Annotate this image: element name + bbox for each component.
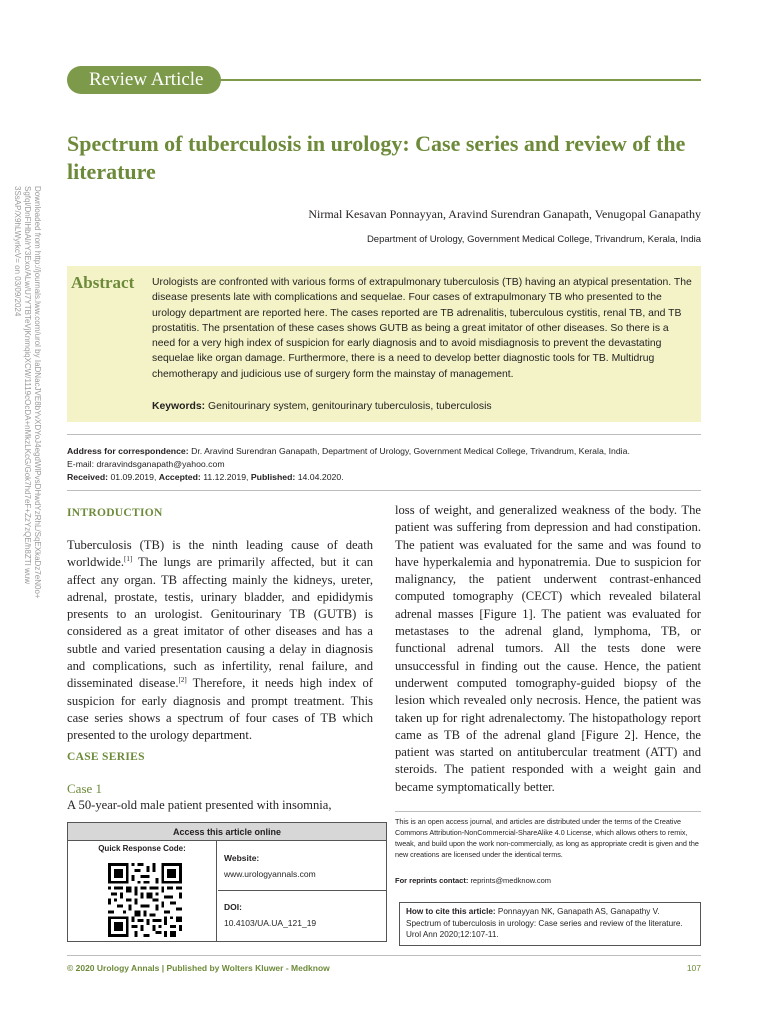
footer-rule [67,955,701,956]
website-link[interactable]: www.urologyannals.com [224,869,316,879]
reprints-email-link[interactable]: reprints@medknow.com [470,876,551,885]
citation-1[interactable]: [1] [124,555,133,564]
footer-copyright: © 2020 Urology Annals | Published by Wolters Kluwer - Medknow [67,963,330,973]
accepted-date: 11.12.2019, [203,472,249,482]
article-type-label: Review Article [89,69,204,90]
website-label: Website: [224,853,260,863]
intro-text-1: Tuberculosis (TB) is the ninth leading cause of death worldwide. [67,538,373,570]
published-date: 14.04.2020. [297,472,344,482]
download-note [12,186,42,616]
cite-text: Ponnayyan NK, Ganapath AS, Ganapathy V. Spectrum of tuberculosis in urology: Case series and review of the literature. Urol Ann 2020;12:107-11. [406,907,683,940]
email-label: E-mail: [67,459,95,469]
reprints-label: For reprints contact: [395,876,469,885]
qr-code-icon[interactable] [108,863,182,937]
introduction-heading: INTRODUCTION [67,507,163,519]
intro-text-2: The lungs are primarily affected, but it can affect any organ. TB affecting mainly the kidneys, ureter, adrenal, prostate, testis, urinary bladder, and epididymis presents to an urologist. Genitourinary TB (GUTB) is considered as a great imitator of other diseases and has a subtle and varied presentation causing a delay in diagnosis and complications, such as infertility, renal failure, and disseminated disease. [67,555,373,691]
case-1-text-start: A 50-year-old male patient presented with insomnia, [67,798,332,812]
article-type-badge [67,66,221,94]
abstract-box [67,266,701,422]
divider [67,434,701,435]
case-series-heading: CASE SERIES [67,751,145,763]
affiliation: Department of Urology, Government Medical College, Trivandrum, Kerala, India [366,234,701,245]
received-date: 01.09.2019, [110,472,157,482]
divider [395,811,701,812]
download-note-line-1: Downloaded from http://journals.lww.com/urol by IaDNacJVE8bYvXDYoJ4egdWlPvsDHwdYzRhL/SqEXkaDz7eN0o+ [33,186,42,599]
how-to-cite-box [399,902,701,946]
header-rule [210,79,701,81]
website-cell [218,841,386,891]
qr-label: Quick Response Code: [98,844,186,853]
abstract-heading: Abstract [71,273,135,292]
divider [67,490,701,491]
doi-link[interactable]: 10.4103/UA.UA_121_19 [224,918,317,928]
author-list: Nirmal Kesavan Ponnayyan, Aravind Surendran Ganapath, Venugopal Ganapathy [308,207,701,221]
keywords-label: Keywords: [152,401,206,412]
abstract-text: Urologists are confronted with various forms of extrapulmonary tuberculosis (TB) having an atypical presentation. The disease presents late with complications and sequelae. Four cases of extrapulmonary TB who presented to the urology department are reported here. The cases reported are TB adrenalitis, tuberculous cystitis, renal TB, and TB prostatitis. The prsentation of these cases shows GUTB as being a great imitator of other diseases. So there is a need for a very high index of suspicion for early diagnosis and to avoid misdiagnosis to prevent the devastating sequelae like organ damage. Furthermore, there is a need to develop better diagnostic tools for TB. Multidrug chemotherapy and judicious use of surgery form the mainstay of management. [152,277,692,380]
keywords [152,401,692,412]
received-label: Received: [67,472,109,482]
case-1-heading: Case 1 [67,781,103,796]
case-1-paragraph: loss of weight, and generalized weakness of the body. The patient was suffering from depression and had constipation. The patient was evaluated for the same and was found to have hyperkalemia and hyponatremia. Due to suspicion for malignancy, the patient underwent contrast-enhanced computed tomography (CECT) which revealed bilateral adrenal masses [Figure 1]. The patient was evaluated for metastases to the adrenal gland, lymphoma, TB, or functional adrenal tumors. All the tests done were unsuccessful in finding out the cause. Hence, the patient underwent computed tomography-guided biopsy of the lesion which revealed only necrosis. Hence, the patient was taken up for right adrenalectomy. The histopathology report came as TB of the adrenal gland [Figure 2]. Hence, the patient was started on antitubercular treatment (ATT) and steroids. The patient responded with a weight gain and became symptomatically better. [395,503,701,794]
access-box-title: Access this article online [68,823,386,841]
correspondence-block [67,445,707,484]
address-label: Address for correspondence: [67,446,189,456]
keywords-list: Genitourinary system, genitourinary tuberculosis, tuberculosis [208,401,492,412]
address-text: Dr. Aravind Surendran Ganapath, Department of Urology, Government Medical College, Trivandrum, Kerala, India. [191,446,630,456]
page-number: 107 [686,963,701,973]
open-access-notice: This is an open access journal, and articles are distributed under the terms of the Creative Commons Attribution-NonCommercial-ShareAlike 4.0 License, which allows others to remix, tweak, and build upon the work non-commercially, as long as appropriate credit is given and the new creations are licensed under the identical terms. [395,817,699,859]
cite-label: How to cite this article: [406,907,496,916]
reprints-contact [395,876,701,885]
email-link[interactable]: draravindsganapath@yahoo.com [96,459,225,469]
published-label: Published: [250,472,296,482]
intro-text-3: Therefore, it needs high index of suspicion for early diagnosis and prompt treatment. This case series shows a spectrum of four cases of TB which presented to the urology department. [67,676,373,743]
doi-cell [218,892,386,942]
article-title: Spectrum of tuberculosis in urology: Case series and review of the literature [67,131,686,184]
download-note-line-2: Sgfql/DnFlHbAl/rY3Exo/ALw/U7YTBTeVjKnmqiqXCW/1119cOcDA+nMkzLKcG/Gok7hd7eF+ZzYzQE/h8ZTI wuw [23,186,32,585]
qr-cell [68,841,217,942]
download-note-line-3: 3SsAP/X9hLWyrkcV= on 03/09/2024 [13,186,22,317]
access-article-box [67,822,387,942]
introduction-paragraph [67,537,373,745]
citation-2[interactable]: [2] [178,676,187,685]
doi-label: DOI: [224,902,242,912]
accepted-label: Accepted: [158,472,201,482]
